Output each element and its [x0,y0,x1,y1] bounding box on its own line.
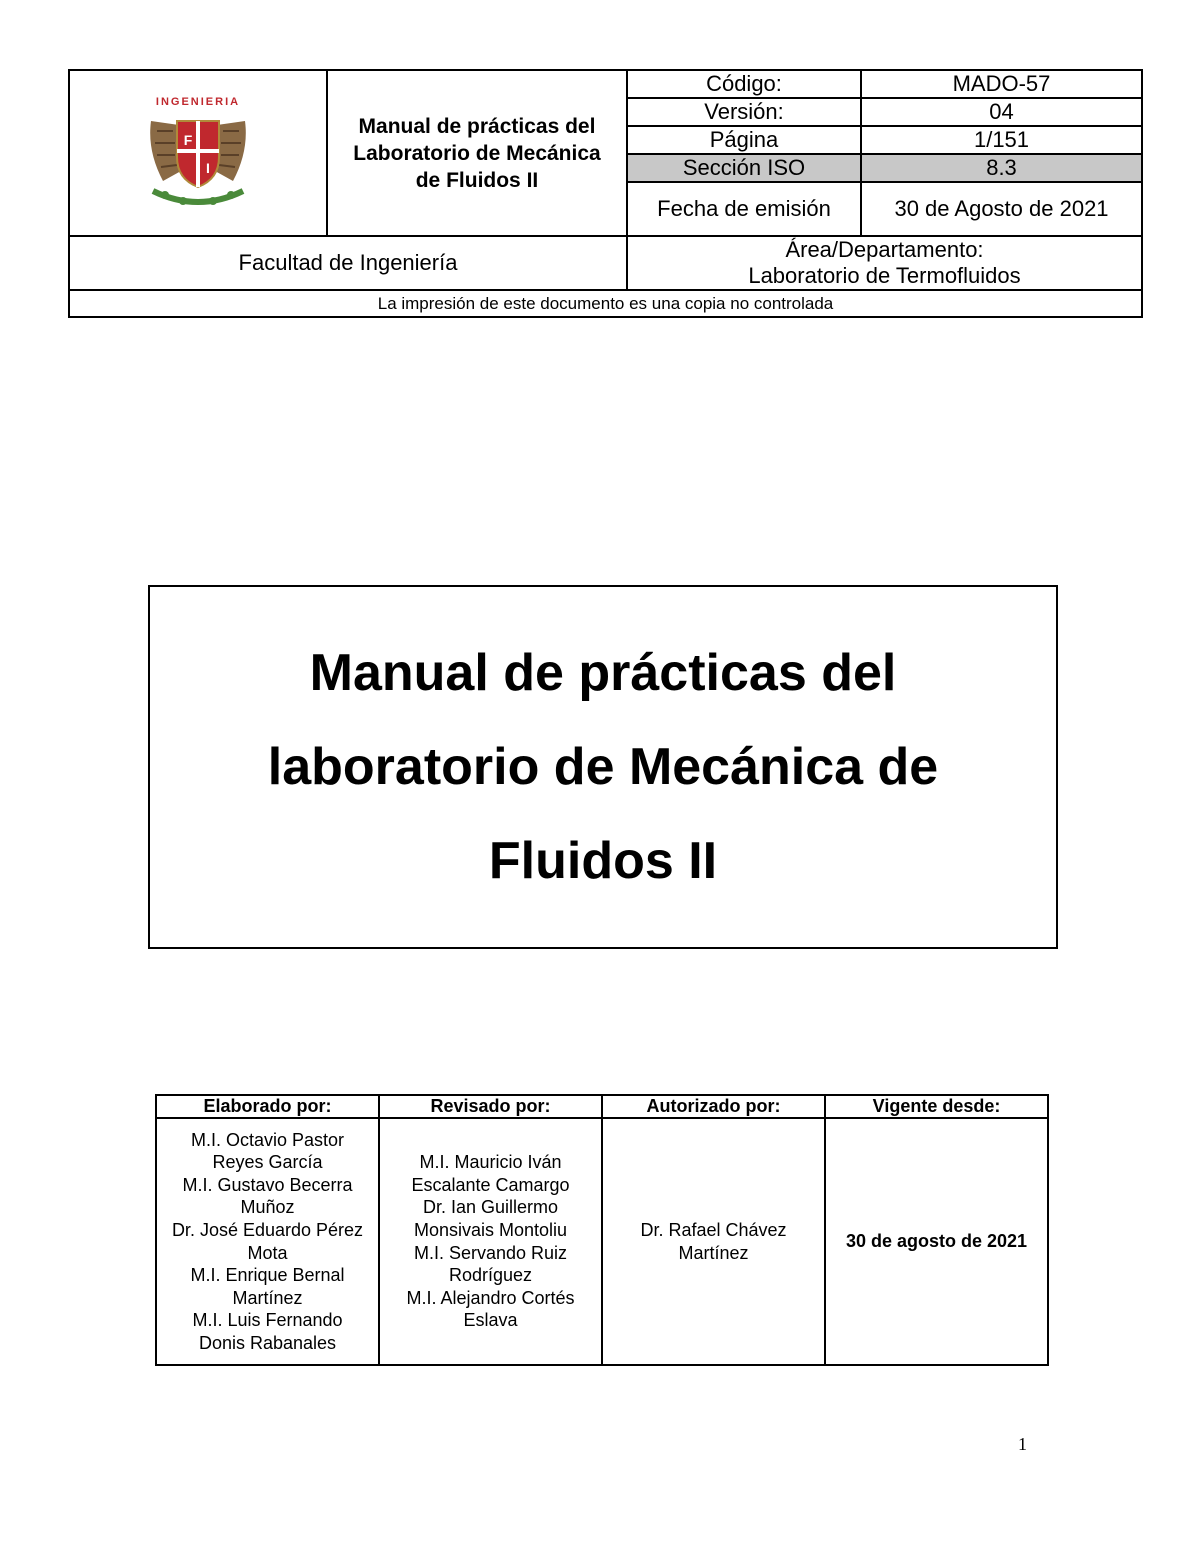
main-title-box [148,585,1058,949]
iso-section-value: 8.3 [861,154,1141,182]
document-metadata [628,71,1141,235]
area-value: Laboratorio de Termofluidos [748,263,1021,288]
main-title: Manual de prácticas del laboratorio de Mecánica de Fluidos II [267,644,939,890]
faculty-name: Facultad de Ingeniería [69,236,627,290]
vigente-date: 30 de agosto de 2021 [825,1118,1048,1365]
header-autorizado: Autorizado por: [602,1095,825,1118]
iso-section-label: Sección ISO [628,154,861,182]
authorizer-name: Dr. Rafael Chávez Martínez [640,1219,787,1263]
reviewer-name: M.I. Alejandro Cortés Eslava [406,1287,575,1331]
reviewer-name: M.I. Servando Ruiz Rodríguez [413,1242,568,1286]
area-label: Área/Departamento: [785,237,984,262]
approvals-table [155,1094,1049,1366]
version-value: 04 [861,98,1141,126]
author-name: M.I. Octavio Pastor Reyes García [190,1129,345,1173]
author-name: M.I. Luis Fernando Donis Rabanales [192,1310,343,1353]
issue-date-label: Fecha de emisión [628,182,861,235]
page-number: 1 [1018,1434,1027,1454]
author-name: M.I. Gustavo Becerra Muñoz [182,1174,353,1218]
disclaimer: La impresión de este documento es una copia no controlada [69,290,1142,317]
author-name: Dr. José Eduardo Pérez Mota [171,1219,364,1263]
svg-text:F: F [183,131,193,148]
header-vigente: Vigente desde: [825,1095,1048,1118]
reviewer-name: Dr. Ian Guillermo Monsivais Montoliu [413,1197,568,1240]
code-value: MADO-57 [861,71,1141,98]
page-value: 1/151 [861,126,1141,154]
page-label: Página [628,126,861,154]
document-title: Manual de prácticas del Laboratorio de Mecánica de Fluidos II [327,70,627,236]
document-metadata-cell [627,70,1142,236]
issue-date-value: 30 de Agosto de 2021 [894,196,1109,221]
unam-ingenieria-logo [143,91,253,211]
elaborado-cell [156,1118,379,1365]
revisado-cell [379,1118,602,1365]
logo-cell [69,70,327,236]
header-revisado: Revisado por: [379,1095,602,1118]
header-table [68,69,1143,318]
code-label: Código: [628,71,861,98]
autorizado-cell [602,1118,825,1365]
header-elaborado: Elaborado por: [156,1095,379,1118]
svg-text:I: I [206,159,210,176]
author-name: M.I. Enrique Bernal Martínez [190,1265,345,1308]
version-label: Versión: [628,98,861,126]
area-department [627,236,1142,290]
svg-text:INGENIERIA: INGENIERIA [155,95,241,108]
reviewer-name: M.I. Mauricio Iván Escalante Camargo [411,1152,570,1195]
